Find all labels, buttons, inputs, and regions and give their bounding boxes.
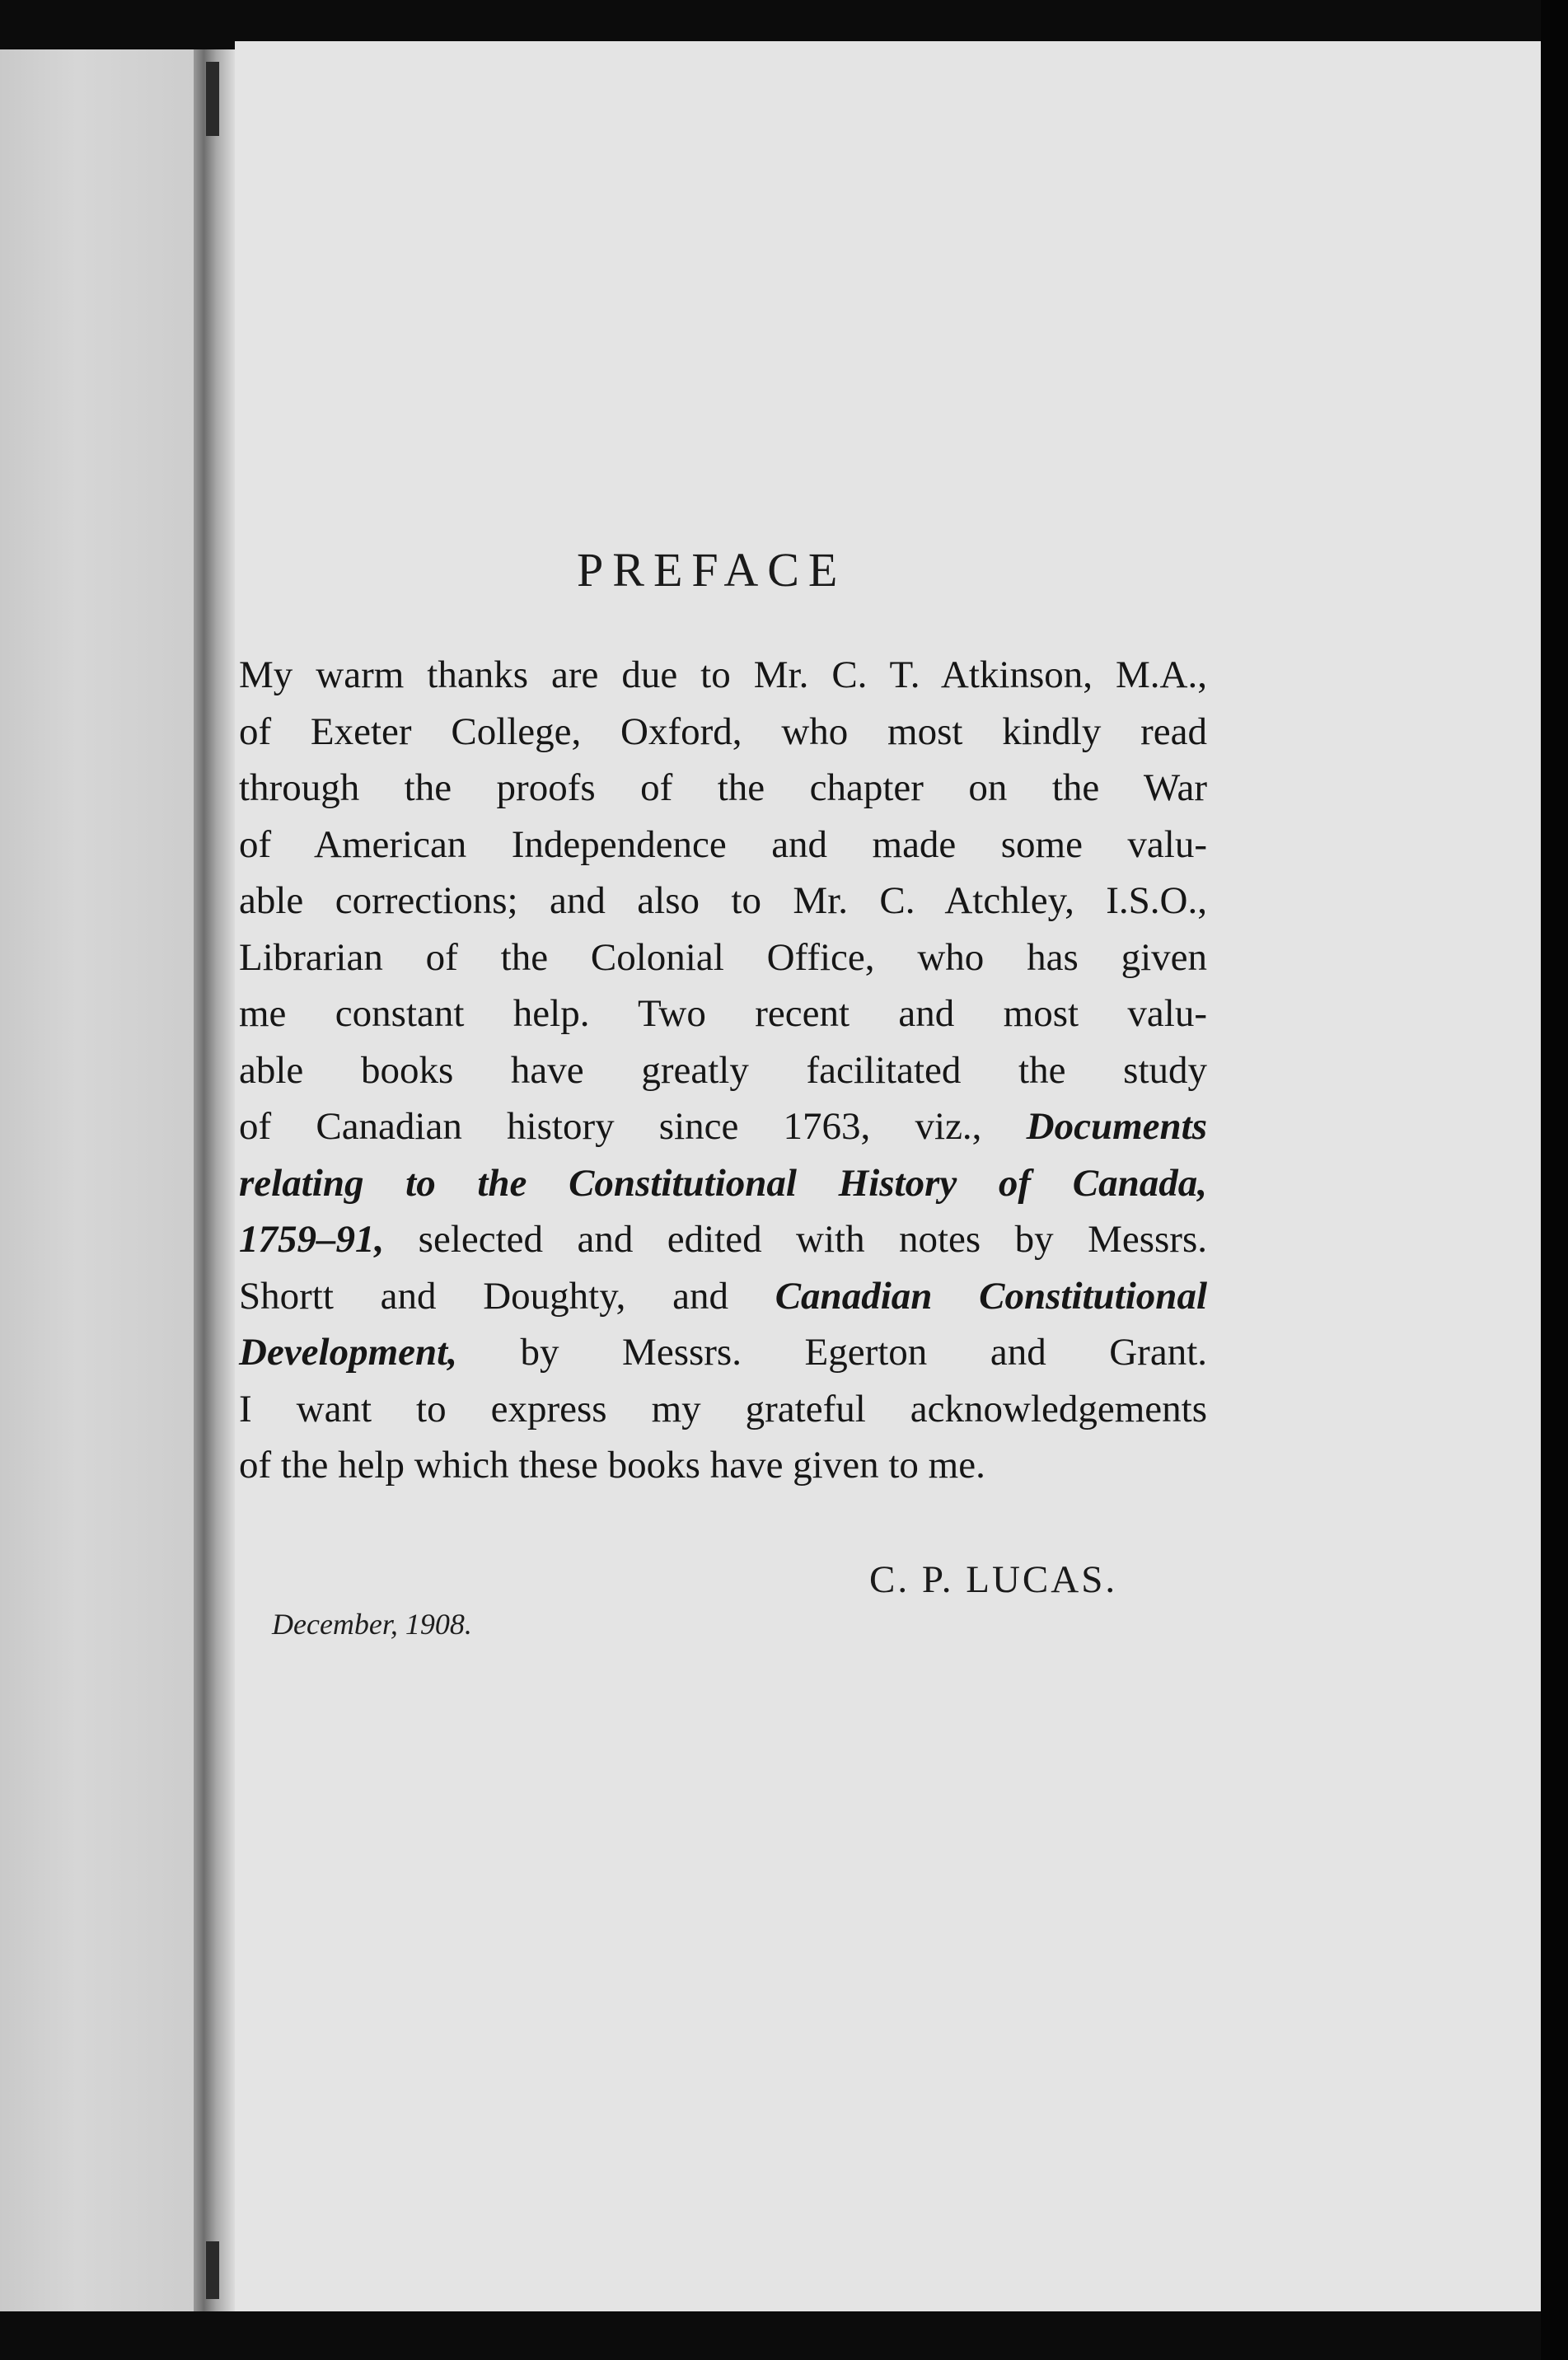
italic-title-text: Canadian Constitutional (775, 1274, 1208, 1318)
body-text: able books have greatly facilitated the study (239, 1048, 1207, 1092)
body-text: Librarian of the Colonial Office, who has given (239, 935, 1207, 979)
body-text: of American Independence and made some valu- (239, 822, 1207, 866)
text-line (239, 1381, 1207, 1438)
body-text: me constant help. Two recent and most valu- (239, 992, 1207, 1035)
page-title: PREFACE (577, 543, 847, 597)
body-text: My warm thanks are due to Mr. C. T. Atkinson, M.A., (239, 653, 1207, 696)
body-text: through the proofs of the chapter on the War (239, 766, 1207, 809)
text-line (239, 1042, 1207, 1099)
text-line (239, 1324, 1207, 1381)
text-line (239, 1155, 1207, 1212)
text-line (239, 1211, 1207, 1268)
body-text: of the help which these books have given to me. (239, 1444, 985, 1487)
preface-paragraph (239, 647, 1207, 1494)
body-text: I want to express my grateful acknowledgements (239, 1387, 1207, 1431)
body-text: selected and edited with notes by Messrs. (384, 1218, 1207, 1261)
text-line (239, 1437, 1207, 1494)
text-line (239, 760, 1207, 817)
author-signature: C. P. LUCAS. (869, 1558, 1118, 1601)
body-text: of Canadian history since 1763, viz., (239, 1105, 1027, 1148)
facing-page-margin (0, 49, 194, 2311)
text-line (239, 986, 1207, 1042)
gutter-shadow-mark (206, 62, 219, 136)
italic-title-text: Development, (239, 1331, 457, 1374)
body-text: Shortt and Doughty, and (239, 1274, 775, 1318)
scan-edge (1541, 0, 1568, 2360)
text-line (239, 704, 1207, 761)
book-gutter (194, 49, 235, 2311)
text-line (239, 647, 1207, 704)
text-line (239, 1268, 1207, 1325)
text-line (239, 817, 1207, 873)
italic-title-text: Documents (1026, 1105, 1207, 1148)
body-text: of Exeter College, Oxford, who most kindly read (239, 709, 1207, 753)
body-text: able corrections; and also to Mr. C. Atchley, I.S.O., (239, 879, 1207, 922)
text-line (239, 873, 1207, 929)
text-line (239, 1098, 1207, 1155)
italic-title-text: relating to the Constitutional History of Canada, (239, 1161, 1207, 1205)
gutter-shadow-mark (206, 2241, 219, 2299)
date-line: December, 1908. (272, 1608, 472, 1641)
text-line (239, 929, 1207, 986)
body-text: by Messrs. Egerton and Grant. (456, 1331, 1207, 1374)
italic-title-text: 1759–91, (239, 1218, 385, 1261)
